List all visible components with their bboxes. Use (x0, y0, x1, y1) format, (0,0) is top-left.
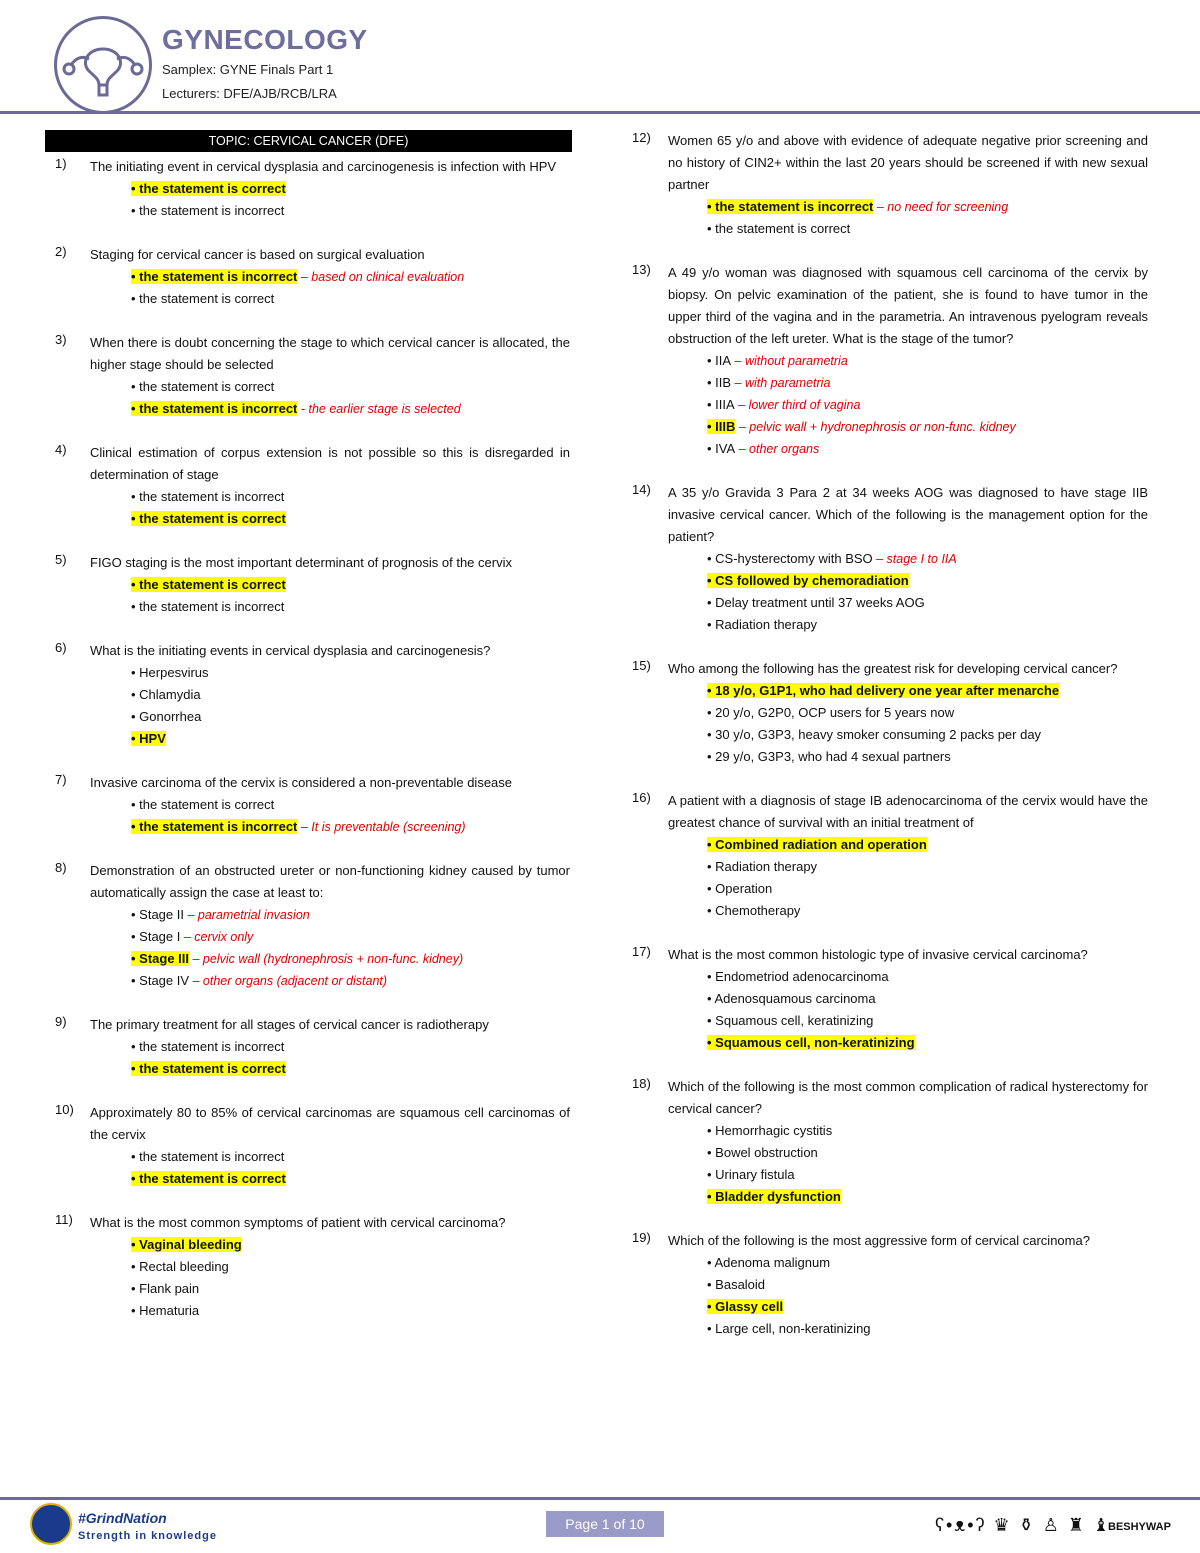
correct-answer-option (707, 416, 1148, 438)
option-text: • the statement is correct (131, 511, 286, 526)
option-text: • the statement is correct (707, 221, 851, 236)
question-number: 16) (632, 790, 651, 805)
question-number: 3) (55, 332, 67, 347)
answer-rationale: - the earlier stage is selected (297, 402, 461, 416)
answer-options (707, 350, 1148, 460)
correct-answer-option (131, 508, 570, 530)
question-item (55, 640, 570, 750)
question-number: 18) (632, 1076, 651, 1091)
answer-rationale: – other organs (adjacent or distant) (189, 974, 388, 988)
option-text: • Basaloid (707, 1277, 766, 1292)
option-text: • the statement is incorrect (131, 401, 298, 416)
answer-option (131, 1146, 570, 1168)
answer-option (131, 662, 570, 684)
question-text: The primary treatment for all stages of cervical cancer is radiotherapy (90, 1017, 489, 1032)
answer-options (131, 178, 570, 222)
question-item (632, 1076, 1148, 1208)
answer-options (131, 1036, 570, 1080)
option-text: • Delay treatment until 37 weeks AOG (707, 595, 925, 610)
answer-option (707, 1274, 1148, 1296)
option-text: • the statement is incorrect (131, 1149, 285, 1164)
answer-options (707, 1252, 1148, 1340)
answer-options (131, 794, 570, 838)
question-text: When there is doubt concerning the stage to which cervical cancer is allocated, the higher stage should be selected (90, 335, 570, 372)
answer-rationale: – cervix only (180, 930, 254, 944)
answer-option (707, 1010, 1148, 1032)
option-text: • the statement is incorrect (131, 269, 298, 284)
question-item (55, 156, 570, 222)
option-text: • Squamous cell, keratinizing (707, 1013, 874, 1028)
answer-option (131, 288, 570, 310)
brand-label: BESHYWAP (1108, 1521, 1171, 1533)
question-item (632, 658, 1148, 768)
option-text: • Hematuria (131, 1303, 200, 1318)
answer-option (131, 486, 570, 508)
footer-slogan: Strength in knowledge (78, 1530, 217, 1542)
option-text: • Rectal bleeding (131, 1259, 229, 1274)
question-number: 15) (632, 658, 651, 673)
correct-answer-option (131, 1168, 570, 1190)
option-text: • IIA (707, 353, 732, 368)
option-text: • HPV (131, 731, 166, 746)
option-text: • 29 y/o, G3P3, who had 4 sexual partners (707, 749, 951, 764)
question-item (55, 860, 570, 992)
answer-option (707, 548, 1148, 570)
option-text: • IIIA (707, 397, 735, 412)
option-text: • the statement is incorrect (131, 1039, 285, 1054)
option-text: • the statement is incorrect (131, 203, 285, 218)
question-text: Women 65 y/o and above with evidence of adequate negative prior screening and no history of CIN2+ within the last 20 years should be screened if with new sexual partner (668, 133, 1148, 192)
option-text: • Gonorrhea (131, 709, 202, 724)
option-text: • Radiation therapy (707, 859, 818, 874)
option-text: • IIB (707, 375, 732, 390)
correct-answer-option (707, 1032, 1148, 1054)
option-text: • the statement is correct (131, 1171, 286, 1186)
option-text: • the statement is correct (131, 291, 275, 306)
answer-option (131, 1256, 570, 1278)
question-number: 4) (55, 442, 67, 457)
option-text: • Combined radiation and operation (707, 837, 927, 852)
option-text: • the statement is incorrect (131, 489, 285, 504)
question-text: A patient with a diagnosis of stage IB adenocarcinoma of the cervix would have the greatest chance of survival with an initial treatment of (668, 793, 1148, 830)
option-text: • Adenoma malignum (707, 1255, 831, 1270)
answer-option (707, 724, 1148, 746)
option-text: • the statement is correct (131, 797, 275, 812)
answer-options (707, 548, 1148, 636)
answer-rationale: – with parametria (731, 376, 831, 390)
answer-option (707, 1120, 1148, 1142)
correct-answer-option (131, 1234, 570, 1256)
answer-rationale: – pelvic wall + hydronephrosis or non-func. kidney (735, 420, 1016, 434)
answer-option (707, 702, 1148, 724)
question-number: 10) (55, 1102, 74, 1117)
footer-divider (0, 1497, 1200, 1500)
answer-rationale: – stage I to IIA (872, 552, 957, 566)
answer-option (707, 746, 1148, 768)
question-number: 12) (632, 130, 651, 145)
question-number: 7) (55, 772, 67, 787)
answer-option (707, 438, 1148, 460)
left-column (55, 130, 570, 1344)
question-text: Clinical estimation of corpus extension is not possible so this is disregarded in determination of stage (90, 445, 570, 482)
question-text: Demonstration of an obstructed ureter or non-functioning kidney caused by tumor automatically assign the case at least to: (90, 863, 570, 900)
answer-rationale: – no need for screening (873, 200, 1009, 214)
answer-option (131, 684, 570, 706)
question-text: Which of the following is the most aggressive form of cervical carcinoma? (668, 1233, 1090, 1248)
option-text: • IIIB (707, 419, 736, 434)
question-text: Invasive carcinoma of the cervix is considered a non-preventable disease (90, 775, 513, 790)
footer-tag: #GrindNation (78, 1510, 167, 1526)
answer-option (707, 856, 1148, 878)
question-item (632, 944, 1148, 1054)
answer-option (707, 878, 1148, 900)
option-text: • the statement is correct (131, 379, 275, 394)
answer-option (707, 988, 1148, 1010)
correct-answer-option (707, 1296, 1148, 1318)
question-number: 5) (55, 552, 67, 567)
answer-option (131, 706, 570, 728)
answer-option (707, 372, 1148, 394)
question-item (55, 552, 570, 618)
answer-rationale: – other organs (735, 442, 820, 456)
question-number: 9) (55, 1014, 67, 1029)
question-text: FIGO staging is the most important determinant of prognosis of the cervix (90, 555, 512, 570)
answer-option (131, 926, 570, 948)
question-number: 11) (55, 1212, 73, 1227)
option-text: • Bladder dysfunction (707, 1189, 841, 1204)
answer-option (131, 1036, 570, 1058)
answer-option (707, 350, 1148, 372)
question-text: What is the most common symptoms of patient with cervical carcinoma? (90, 1215, 506, 1230)
question-item (632, 482, 1148, 636)
question-text: The initiating event in cervical dysplasia and carcinogenesis is infection with HPV (90, 159, 557, 174)
option-text: • CS followed by chemoradiation (707, 573, 909, 588)
question-item (632, 790, 1148, 922)
option-text: • Squamous cell, non-keratinizing (707, 1035, 915, 1050)
question-number: 17) (632, 944, 651, 959)
option-text: • the statement is incorrect (131, 599, 285, 614)
option-text: • Stage I (131, 929, 181, 944)
answer-options (707, 1120, 1148, 1208)
question-number: 8) (55, 860, 67, 875)
question-number: 14) (632, 482, 651, 497)
question-number: 2) (55, 244, 67, 259)
answer-rationale: – parametrial invasion (183, 908, 310, 922)
option-text: • Radiation therapy (707, 617, 818, 632)
answer-options (131, 574, 570, 618)
answer-options (707, 196, 1148, 240)
option-text: • Urinary fistula (707, 1167, 795, 1182)
page-title: GYNECOLOGY (162, 24, 368, 55)
question-text: A 35 y/o Gravida 3 Para 2 at 34 weeks AOG was diagnosed to have stage IIB invasive cervical cancer. Which of the following is the management option for the patient? (668, 485, 1148, 544)
answer-rationale: – pelvic wall (hydronephrosis + non-func. kidney) (189, 952, 464, 966)
option-text: • Flank pain (131, 1281, 200, 1296)
answer-option (707, 1252, 1148, 1274)
answer-option (131, 376, 570, 398)
question-number: 6) (55, 640, 67, 655)
correct-answer-option (707, 570, 1148, 592)
answer-options (131, 376, 570, 420)
correct-answer-option (131, 398, 570, 420)
correct-answer-option (131, 816, 570, 838)
question-number: 19) (632, 1230, 651, 1245)
question-number: 1) (55, 156, 67, 171)
option-text: • Chemotherapy (707, 903, 801, 918)
answer-option (707, 966, 1148, 988)
answer-option (707, 592, 1148, 614)
option-text: • IVA (707, 441, 736, 456)
answer-rationale: – without parametria (731, 354, 848, 368)
uterus-logo-icon (54, 16, 152, 114)
correct-answer-option (131, 178, 570, 200)
answer-option (131, 1300, 570, 1322)
correct-answer-option (131, 728, 570, 750)
option-text: • the statement is correct (131, 181, 286, 196)
option-text: • the statement is incorrect (707, 199, 874, 214)
question-item (632, 262, 1148, 460)
answer-options (131, 486, 570, 530)
option-text: • Chlamydia (131, 687, 201, 702)
page-header (0, 0, 1200, 120)
team-logo-icon (30, 1503, 72, 1545)
correct-answer-option (131, 574, 570, 596)
option-text: • 20 y/o, G2P0, OCP users for 5 years now (707, 705, 955, 720)
answer-option (707, 1318, 1148, 1340)
answer-rationale: – It is preventable (screening) (297, 820, 466, 834)
option-text: • Vaginal bleeding (131, 1237, 242, 1252)
header-divider (0, 111, 1200, 114)
answer-rationale: – lower third of vagina (734, 398, 861, 412)
question-item (55, 772, 570, 838)
answer-option (707, 900, 1148, 922)
page-indicator: Page 1 of 10 (546, 1511, 664, 1537)
question-item (632, 130, 1148, 240)
samplex-label: Samplex: GYNE Finals Part 1 (162, 62, 334, 77)
question-text: Staging for cervical cancer is based on surgical evaluation (90, 247, 425, 262)
answer-options (131, 1234, 570, 1322)
question-item (55, 244, 570, 310)
answer-options (707, 834, 1148, 922)
right-column (632, 130, 1148, 1362)
correct-answer-option (131, 1058, 570, 1080)
question-item (55, 332, 570, 420)
question-text: What is the initiating events in cervical dysplasia and carcinogenesis? (90, 643, 491, 658)
option-text: • 18 y/o, G1P1, who had delivery one year after menarche (707, 683, 1060, 698)
topic-banner: TOPIC: CERVICAL CANCER (DFE) (45, 130, 572, 152)
option-text: • Hemorrhagic cystitis (707, 1123, 833, 1138)
option-text: • Adenosquamous carcinoma (707, 991, 876, 1006)
option-text: • CS-hysterectomy with BSO (707, 551, 873, 566)
answer-options (707, 680, 1148, 768)
question-item (55, 1212, 570, 1322)
question-text: What is the most common histologic type of invasive cervical carcinoma? (668, 947, 1088, 962)
answer-rationale: – based on clinical evaluation (297, 270, 465, 284)
answer-option (707, 394, 1148, 416)
answer-option (707, 1164, 1148, 1186)
option-text: • Herpesvirus (131, 665, 209, 680)
answer-option (707, 1142, 1148, 1164)
question-item (55, 1102, 570, 1190)
question-text: Who among the following has the greatest risk for developing cervical cancer? (668, 661, 1118, 676)
option-text: • 30 y/o, G3P3, heavy smoker consuming 2 packs per day (707, 727, 1042, 742)
answer-option (707, 218, 1148, 240)
answer-option (131, 200, 570, 222)
option-text: • Large cell, non-keratinizing (707, 1321, 871, 1336)
question-item (55, 442, 570, 530)
answer-option (131, 596, 570, 618)
option-text: • the statement is correct (131, 1061, 286, 1076)
option-text: • Operation (707, 881, 773, 896)
answer-options (707, 966, 1148, 1054)
lecturers-label: Lecturers: DFE/AJB/RCB/LRA (162, 86, 337, 101)
option-text: • Stage IV (131, 973, 190, 988)
answer-option (131, 794, 570, 816)
option-text: • the statement is incorrect (131, 819, 298, 834)
answer-options (131, 662, 570, 750)
question-text: Approximately 80 to 85% of cervical carcinomas are squamous cell carcinomas of the cervix (90, 1105, 570, 1142)
option-text: • Glassy cell (707, 1299, 784, 1314)
answer-option (707, 614, 1148, 636)
question-item (632, 1230, 1148, 1340)
question-item (55, 1014, 570, 1080)
character-icons: ʕ•ᴥ•ʔ ♛ ⚱ ♙ ♜ ♝ (935, 1515, 1112, 1535)
correct-answer-option (707, 834, 1148, 856)
answer-options (131, 266, 570, 310)
correct-answer-option (707, 196, 1148, 218)
option-text: • Stage III (131, 951, 190, 966)
answer-option (131, 904, 570, 926)
option-text: • Bowel obstruction (707, 1145, 818, 1160)
answer-option (131, 1278, 570, 1300)
question-number: 13) (632, 262, 651, 277)
question-text: Which of the following is the most common complication of radical hysterectomy for cervical cancer? (668, 1079, 1148, 1116)
answer-option (131, 970, 570, 992)
correct-answer-option (131, 948, 570, 970)
correct-answer-option (707, 1186, 1148, 1208)
correct-answer-option (707, 680, 1148, 702)
answer-options (131, 904, 570, 992)
answer-options (131, 1146, 570, 1190)
option-text: • the statement is correct (131, 577, 286, 592)
question-text: A 49 y/o woman was diagnosed with squamous cell carcinoma of the cervix by biopsy. On pelvic examination of the patient, she is found to have tumor in the upper third of the vagina and in the parametria. An intravenous pyelogram reveals obstruction of the left ureter. What is the stage of the tumor? (668, 265, 1148, 346)
option-text: • Endometriod adenocarcinoma (707, 969, 889, 984)
correct-answer-option (131, 266, 570, 288)
option-text: • Stage II (131, 907, 184, 922)
